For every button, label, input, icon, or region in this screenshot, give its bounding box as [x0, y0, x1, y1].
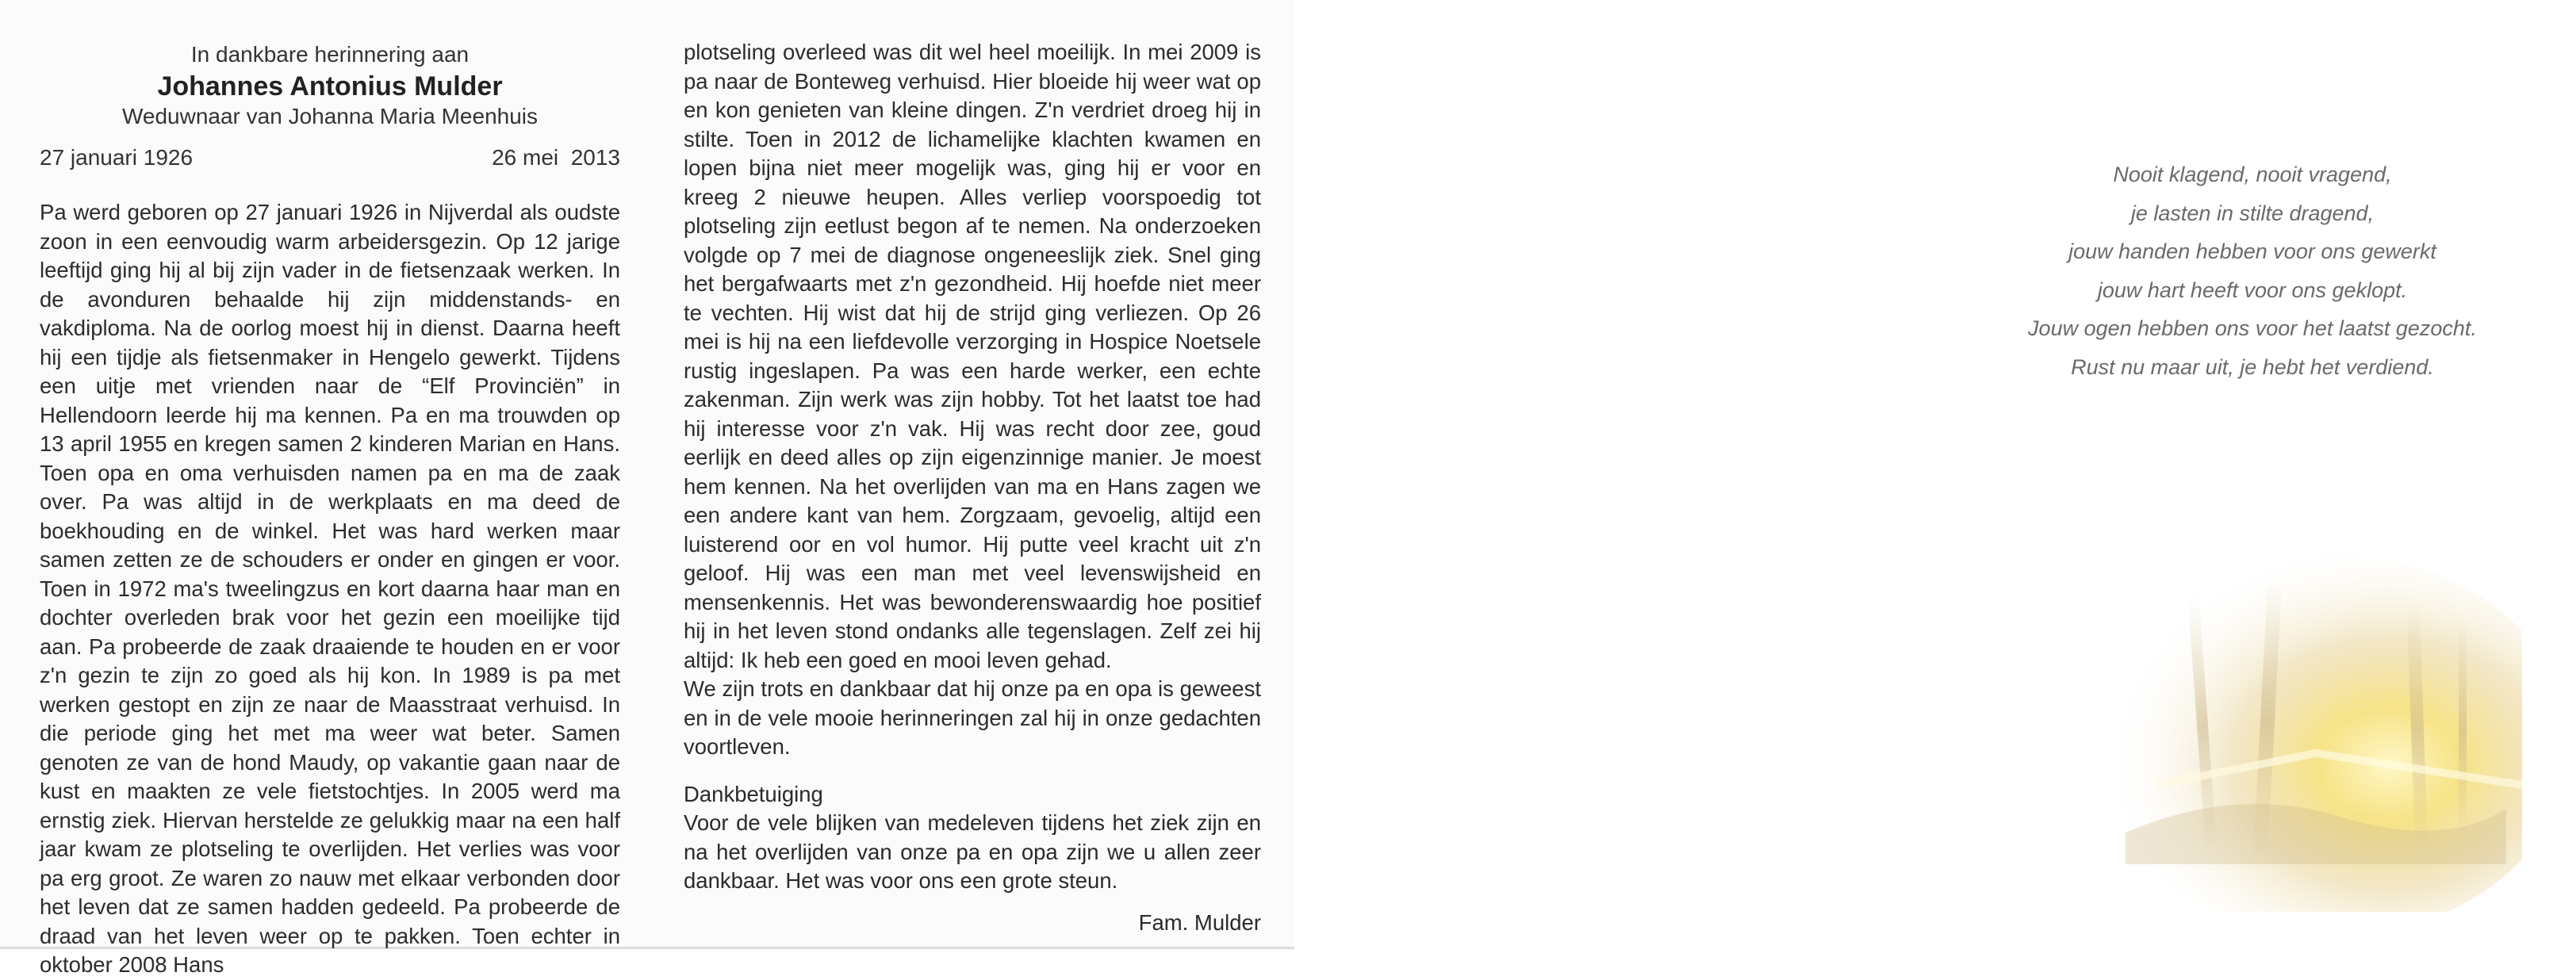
biography-part-1: Pa werd geboren op 27 januari 1926 in Nijverdal als oudste zoon in een eenvoudig warm arbeidersgezin. Op 12 jarige leeftijd ging hij al bij zijn vader in de fietsenzaak werken. In de avonduren behaalde hij zijn middenstands- en vakdiploma. Na de oorlog moest hij in dienst. Daarna heeft hij een tijdje als fietsenmaker in Hengelo gewerkt. Tijdens een uitje met vrienden naar de “Elf Provinciën” in Hellendoorn leerde hij ma kennen. Pa en ma trouwden op 13 april 1955 en kregen samen 2 kinderen Marian en Hans. Toen opa en oma verhuisden namen pa en ma de zaak over. Pa was altijd in de werkplaats en ma deed de boekhouding en de winkel. Het was hard werken maar samen zetten ze de schouders er onder en gingen er voor. Toen in 1972 ma's tweelingzus en kort daarna haar man en dochter overleden brak voor het gezin een moeilijke tijd aan. Pa probeerde de zaak draaiende te houden en er voor z'n gezin te zijn zo goed als hij kon. In 1989 is pa met werken gestopt en zijn ze naar de Maasstraat verhuisd. In die periode ging het met ma weer wat beter. Samen genoten ze van de hond Maudy, op vakantie gaan naar de kust en maakten ze vele fietstochtjes. In 2005 werd ma ernstig ziek. Hiervan herstelde ze gelukkig maar na een half jaar kwam ze plotseling te overlijden. Het verlies was voor pa erg groot. Ze waren zo nauw met elkaar verbonden door het leven dat ze samen hadden gedeeld. Pa probeerde de draad van het leven weer op te pakken. Toen echter in oktober 2008 Hans	[40, 200, 620, 977]
biography-closing: We zijn trots en dankbaar dat hij onze pa en opa is geweest en in de vele mooie herinneringen zal hij in onze gedachten voortleven.	[684, 676, 1261, 759]
signature: Fam. Mulder	[1138, 910, 1261, 935]
poem-line: je lasten in stilte dragend,	[2130, 201, 2375, 225]
thanks-heading: Dankbetuiging	[684, 782, 823, 806]
poem-line: jouw handen hebben voor ons gewerkt	[2068, 239, 2436, 263]
thanks-text: Voor de vele blijken van medeleven tijdens het ziek zijn en na het overlijden van onze pa en opa zijn we u allen zeer dankbaar. Het was voor ons een grote steun.	[684, 810, 1261, 893]
poem	[1975, 155, 2530, 386]
death-date: 26 mei 2013	[492, 145, 620, 170]
poem-line: Jouw ogen hebben ons voor het laatst gezocht.	[2028, 316, 2477, 340]
poem-line: Nooit klagend, nooit vragend,	[2113, 163, 2392, 186]
poem-line: Rust nu maar uit, je hebt het verdiend.	[2071, 354, 2434, 379]
biography-text: plotseling overleed was dit wel heel moeilijk. In mei 2009 is pa naar de Bonteweg verhuisd. Hier bloeide hij weer wat op en kon genieten van kleine dingen. Z'n verdriet droeg hij in stilte. Toen in 2012 de lichamelijke klachten kwamen en lopen bijna niet meer mogelijk was, ging hij er voor en kreeg 2 nieuwe heupen. Alles verliep voorspoedig tot plotseling zijn eetlust begon af te nemen. Na onderzoeken volgde op 7 mei de diagnose ongeneeslijk ziek. Snel ging het bergafwaarts met z'n gezondheid. Hij hoefde niet meer te vechten. Hij wist dat hij de strijd ging verliezen. Op 26 mei is hij na een liefdevolle verzorging in Hospice Noetsele rustig ingeslapen. Pa was een harde werker, een echte zakenman. Zijn werk was zijn hobby. Tot het laatst toe had hij interesse voor z'n vak. Hij was recht door zee, goud eerlijk en deed alles op zijn eigenzinnige manier. Je moest hem kennen. Na het overlijden van ma en Hans zagen we een andere kant van hem. Zorgzaam, gevoelig, altijd een luisterend oor en vol humor. Hij putte veel kracht uit z'n geloof. Hij was een man met veel levenswijsheid en mensenkennis. Het was bewonderenswaardig hoe positief hij in het leven stond ondanks alle tegenslagen. Zelf zei hij altijd: Ik heb een goed en mooi leven gehad.	[684, 40, 1261, 672]
deceased-name: Johannes Antonius Mulder	[157, 71, 503, 101]
sunlit-forest-image	[2078, 547, 2522, 912]
widower-of-line: Weduwnaar van Johanna Maria Meenhuis	[121, 104, 538, 128]
poem-line: jouw hart heeft voor ons geklopt.	[2097, 278, 2408, 302]
intro-line: In dankbare herinnering aan	[190, 42, 470, 67]
biography-part-2	[684, 38, 1261, 762]
birth-date: 27 januari 1926	[40, 145, 194, 170]
dates-row	[40, 143, 620, 173]
